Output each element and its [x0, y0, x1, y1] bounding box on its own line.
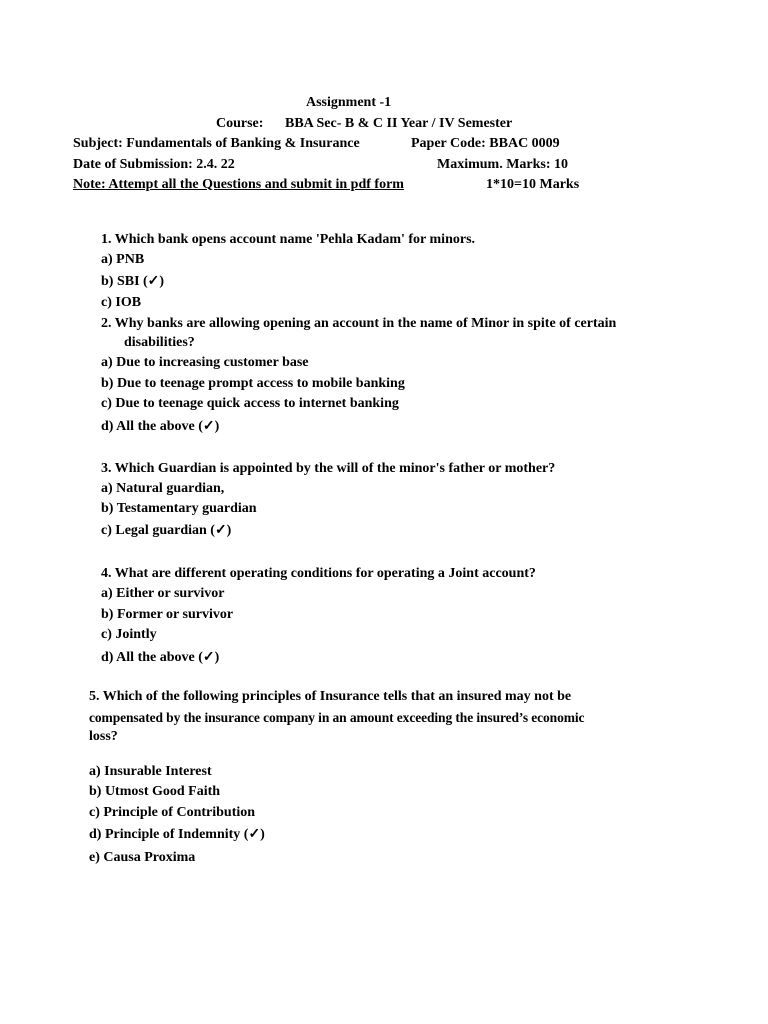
assignment-title: Assignment -1	[306, 95, 392, 110]
question-4: 4. What are different operating conditions for operating a Joint account?	[101, 566, 536, 581]
course-value: BBA Sec- B & C II Year / IV Semester	[285, 116, 513, 131]
q1-option-c: c) IOB	[101, 295, 142, 310]
q5-option-a: a) Insurable Interest	[89, 764, 212, 779]
q5-option-c: c) Principle of Contribution	[89, 805, 256, 820]
question-1: 1. Which bank opens account name 'Pehla Kadam' for minors.	[101, 232, 476, 247]
question-5-line-3: loss?	[89, 729, 118, 744]
subject-line: Subject: Fundamentals of Banking & Insurance	[73, 136, 360, 151]
paper-code: Paper Code: BBAC 0009	[411, 136, 560, 151]
instructions-note: Note: Attempt all the Questions and submit in pdf form	[73, 177, 404, 192]
q2-option-d: d) All the above (✓)	[101, 419, 220, 434]
submission-date: Date of Submission: 2.4. 22	[73, 157, 235, 172]
q2-option-b: b) Due to teenage prompt access to mobile banking	[101, 376, 405, 391]
question-5-line-2: compensated by the insurance company in an amount exceeding the insured’s economic	[89, 710, 585, 725]
q2-option-c: c) Due to teenage quick access to internet banking	[101, 396, 399, 411]
q4-option-a: a) Either or survivor	[101, 586, 225, 601]
q5-option-e: e) Causa Proxima	[89, 850, 196, 865]
q5-option-d: d) Principle of Indemnity (✓)	[89, 827, 265, 842]
q4-option-b: b) Former or survivor	[101, 607, 234, 622]
q4-option-c: c) Jointly	[101, 627, 157, 642]
course-label: Course:	[216, 116, 264, 131]
q3-option-c: c) Legal guardian (✓)	[101, 523, 232, 538]
q5-option-b: b) Utmost Good Faith	[89, 784, 221, 799]
q3-option-a: a) Natural guardian,	[101, 481, 225, 496]
marks-scheme: 1*10=10 Marks	[486, 177, 580, 192]
question-2-continued: disabilities?	[124, 335, 195, 350]
question-5: 5. Which of the following principles of Insurance tells that an insured may not be	[89, 689, 572, 704]
q4-option-d: d) All the above (✓)	[101, 650, 220, 665]
q3-option-b: b) Testamentary guardian	[101, 501, 257, 516]
q2-option-a: a) Due to increasing customer base	[101, 355, 309, 370]
question-3: 3. Which Guardian is appointed by the will of the minor's father or mother?	[101, 461, 556, 476]
max-marks: Maximum. Marks: 10	[437, 157, 569, 172]
q1-option-b: b) SBI (✓)	[101, 274, 165, 289]
q1-option-a: a) PNB	[101, 252, 145, 267]
question-2: 2. Why banks are allowing opening an account in the name of Minor in spite of certain	[101, 316, 617, 331]
